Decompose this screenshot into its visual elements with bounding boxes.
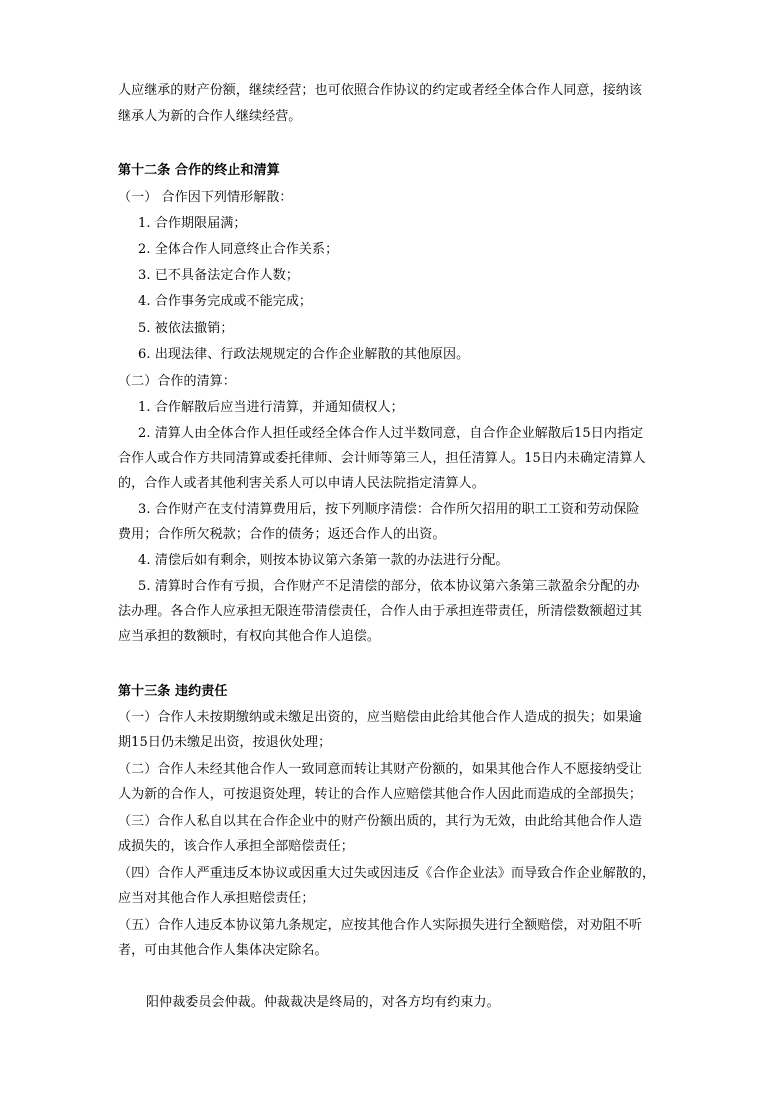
paragraph-line: （四）合作人严重违反本协议或因重大过失或因违反《合作企业法》而导致合作企业解散的， (118, 866, 656, 881)
section-heading: 第十二条 合作的终止和清算 (118, 163, 280, 178)
list-item: 3. 合作财产在支付清算费用后，按下列顺序清偿：合作所欠招用的职工工资和劳动保险 (138, 502, 640, 517)
list-item: 5. 清算时合作有亏损，合作财产不足清偿的部分，依本协议第六条第三款盈余分配的办 (138, 579, 640, 594)
paragraph-line: 应当对其他合作人承担赔偿责任； (118, 891, 315, 906)
paragraph-line: 人为新的合作人，可按退资处理，转让的合作人应赔偿其他合作人因此而造成的全部损失； (118, 787, 643, 802)
paragraph-line: 人应继承的财产份额，继续经营；也可依照合作协议的约定或者经全体合作人同意，接纳该 (118, 83, 643, 98)
list-item: 2. 全体合作人同意终止合作关系； (138, 242, 339, 257)
paragraph-line: （一）合作人未按期缴纳或未缴足出资的，应当赔偿由此给其他合作人造成的损失；如果逾 (118, 710, 643, 725)
list-item: 5. 被依法撤销； (138, 321, 234, 336)
paragraph-line: 期15日仍未缴足出资，按退伙处理； (118, 735, 332, 750)
list-item: 6. 出现法律、行政法规规定的合作企业解散的其他原因。 (138, 347, 470, 362)
paragraph-line: 应当承担的数额时，有权向其他合作人追偿。 (118, 629, 381, 644)
list-item: 4. 合作事务完成或不能完成； (138, 294, 313, 309)
paragraph-line: （五）合作人违反本协议第九条规定，应按其他合作人实际损失进行全额赔偿，对劝阻不听 (118, 918, 643, 933)
paragraph-line: 成损失的，该合作人承担全部赔偿责任； (118, 839, 354, 854)
paragraph-line: 法办理。各合作人应承担无限连带清偿责任，合作人由于承担连带责任，所清偿数额超过其 (118, 604, 643, 619)
paragraph-line: 阳仲裁委员会仲裁。仲裁裁决是终局的，对各方均有约束力。 (146, 995, 500, 1010)
paragraph-line: 费用；合作所欠税款；合作的债务；返还合作人的出资。 (118, 527, 446, 542)
list-item: 4. 清偿后如有剩余，则按本协议第六条第一款的办法进行分配。 (138, 553, 509, 568)
paragraph-line: 合作人或合作方共同清算或委托律师、会计师等第三人，担任清算人。15日内未确定清算人 (118, 451, 646, 466)
list-item: 1. 合作解散后应当进行清算，并通知债权人； (138, 400, 404, 415)
list-item: 1. 合作期限届满； (138, 216, 247, 231)
list-item: 3. 已不具备法定合作人数； (138, 268, 299, 283)
subsection-label: （二）合作的清算： (118, 374, 236, 389)
paragraph-line: 继承人为新的合作人继续经营。 (118, 109, 302, 124)
subsection-label: （一） 合作因下列情形解散： (118, 190, 293, 205)
list-item: 2. 清算人由全体合作人担任或经全体合作人过半数同意，自合作企业解散后15日内指定 (138, 426, 644, 441)
paragraph-line: （三）合作人私自以其在合作企业中的财产份额出质的，其行为无效，由此给其他合作人造 (118, 814, 643, 829)
paragraph-line: 者，可由其他合作人集体决定除名。 (118, 943, 328, 958)
paragraph-line: （二）合作人未经其他合作人一致同意而转让其财产份额的，如果其他合作人不愿接纳受让 (118, 762, 643, 777)
section-heading: 第十三条 违约责任 (118, 684, 228, 699)
paragraph-line: 的，合作人或者其他利害关系人可以申请人民法院指定清算人。 (118, 476, 485, 491)
